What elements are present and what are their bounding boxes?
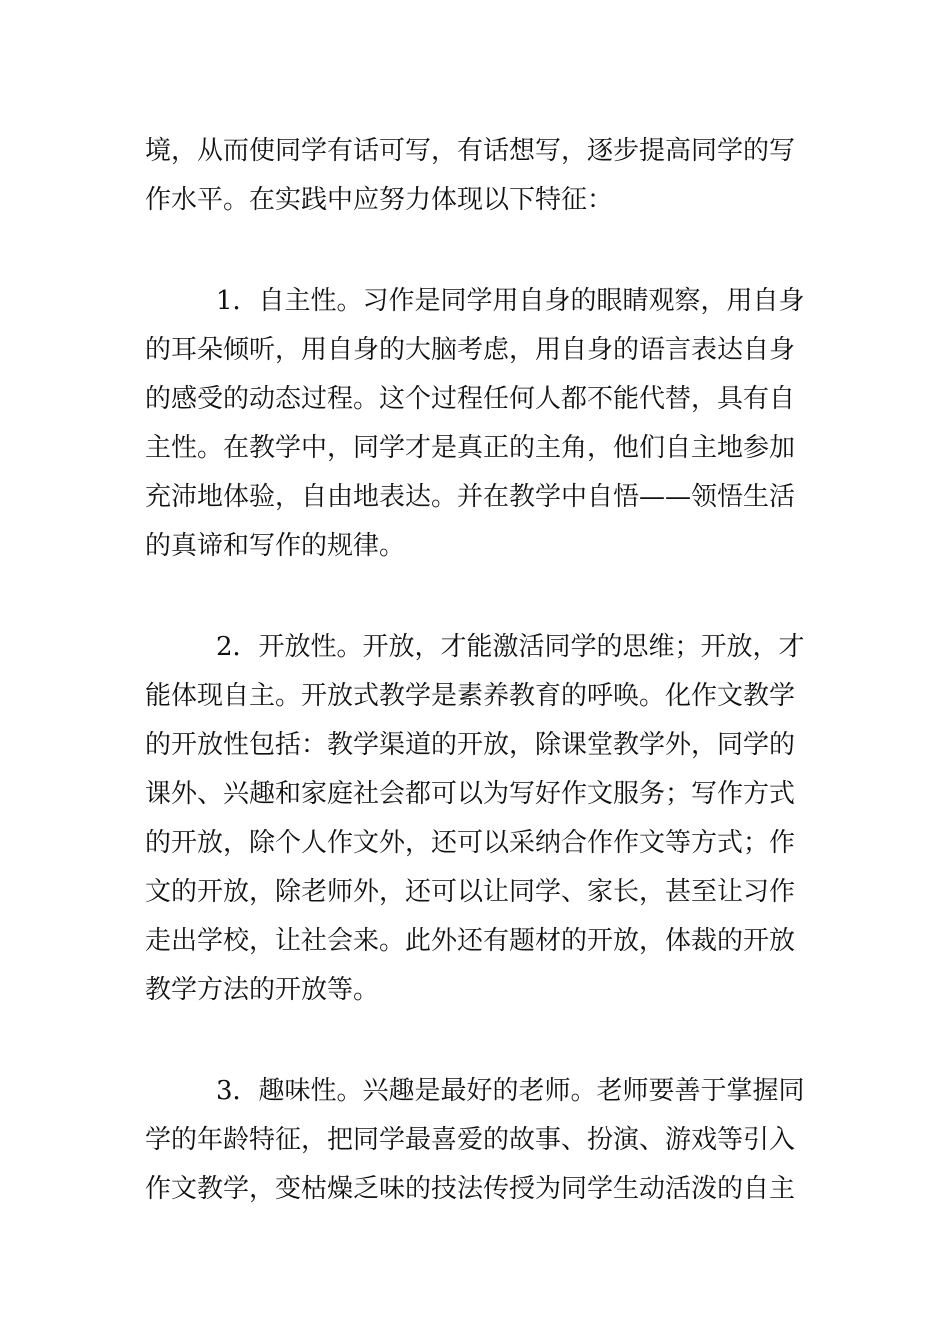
paragraph-autonomy-line-1: 1．自主性。习作是同学用自身的眼睛观察，用自身: [216, 286, 805, 316]
paragraph-openness-line-5: 的开放，除个人作文外，还可以采纳合作作文等方式；作: [145, 828, 796, 858]
paragraph-openness-line-7: 走出学校，让社会来。此外还有题材的开放，体裁的开放: [145, 926, 796, 956]
paragraph-openness-line-8: 教学方法的开放等。: [145, 975, 380, 1005]
paragraph-autonomy-line-2: 的耳朵倾听，用自身的大脑考虑，用自身的语言表达自身: [145, 335, 796, 365]
paragraph-openness-line-4: 课外、兴趣和家庭社会都可以为写好作文服务；写作方式: [145, 779, 796, 809]
paragraph-openness-line-3: 的开放性包括：教学渠道的开放，除课堂教学外，同学的: [145, 730, 796, 760]
paragraph-autonomy-line-3: 的感受的动态过程。这个过程任何人都不能代替，具有自: [145, 384, 796, 414]
paragraph-intro-line-2: 作水平。在实践中应努力体现以下特征：: [145, 185, 614, 215]
paragraph-interest-line-2: 学的年龄特征，把同学最喜爱的故事、扮演、游戏等引入: [145, 1125, 796, 1155]
paragraph-interest-line-3: 作文教学，变枯燥乏味的技法传授为同学生动活泼的自主: [145, 1174, 796, 1204]
paragraph-intro-line-1: 境，从而使同学有话可写，有话想写，逐步提高同学的写: [145, 136, 796, 166]
paragraph-openness-line-2: 能体现自主。开放式教学是素养教育的呼唤。化作文教学: [145, 681, 796, 711]
paragraph-autonomy-line-5: 充沛地体验，自由地表达。并在教学中自悟——领悟生活: [145, 482, 796, 512]
paragraph-autonomy-line-4: 主性。在教学中，同学才是真正的主角，他们自主地参加: [145, 433, 796, 463]
paragraph-openness-line-6: 文的开放，除老师外，还可以让同学、家长，甚至让习作: [145, 877, 796, 907]
paragraph-autonomy-line-6: 的真谛和写作的规律。: [145, 531, 406, 561]
paragraph-interest-line-1: 3．趣味性。兴趣是最好的老师。老师要善于掌握同: [216, 1076, 805, 1106]
paragraph-openness-line-1: 2．开放性。开放，才能激活同学的思维；开放，才: [216, 632, 805, 662]
